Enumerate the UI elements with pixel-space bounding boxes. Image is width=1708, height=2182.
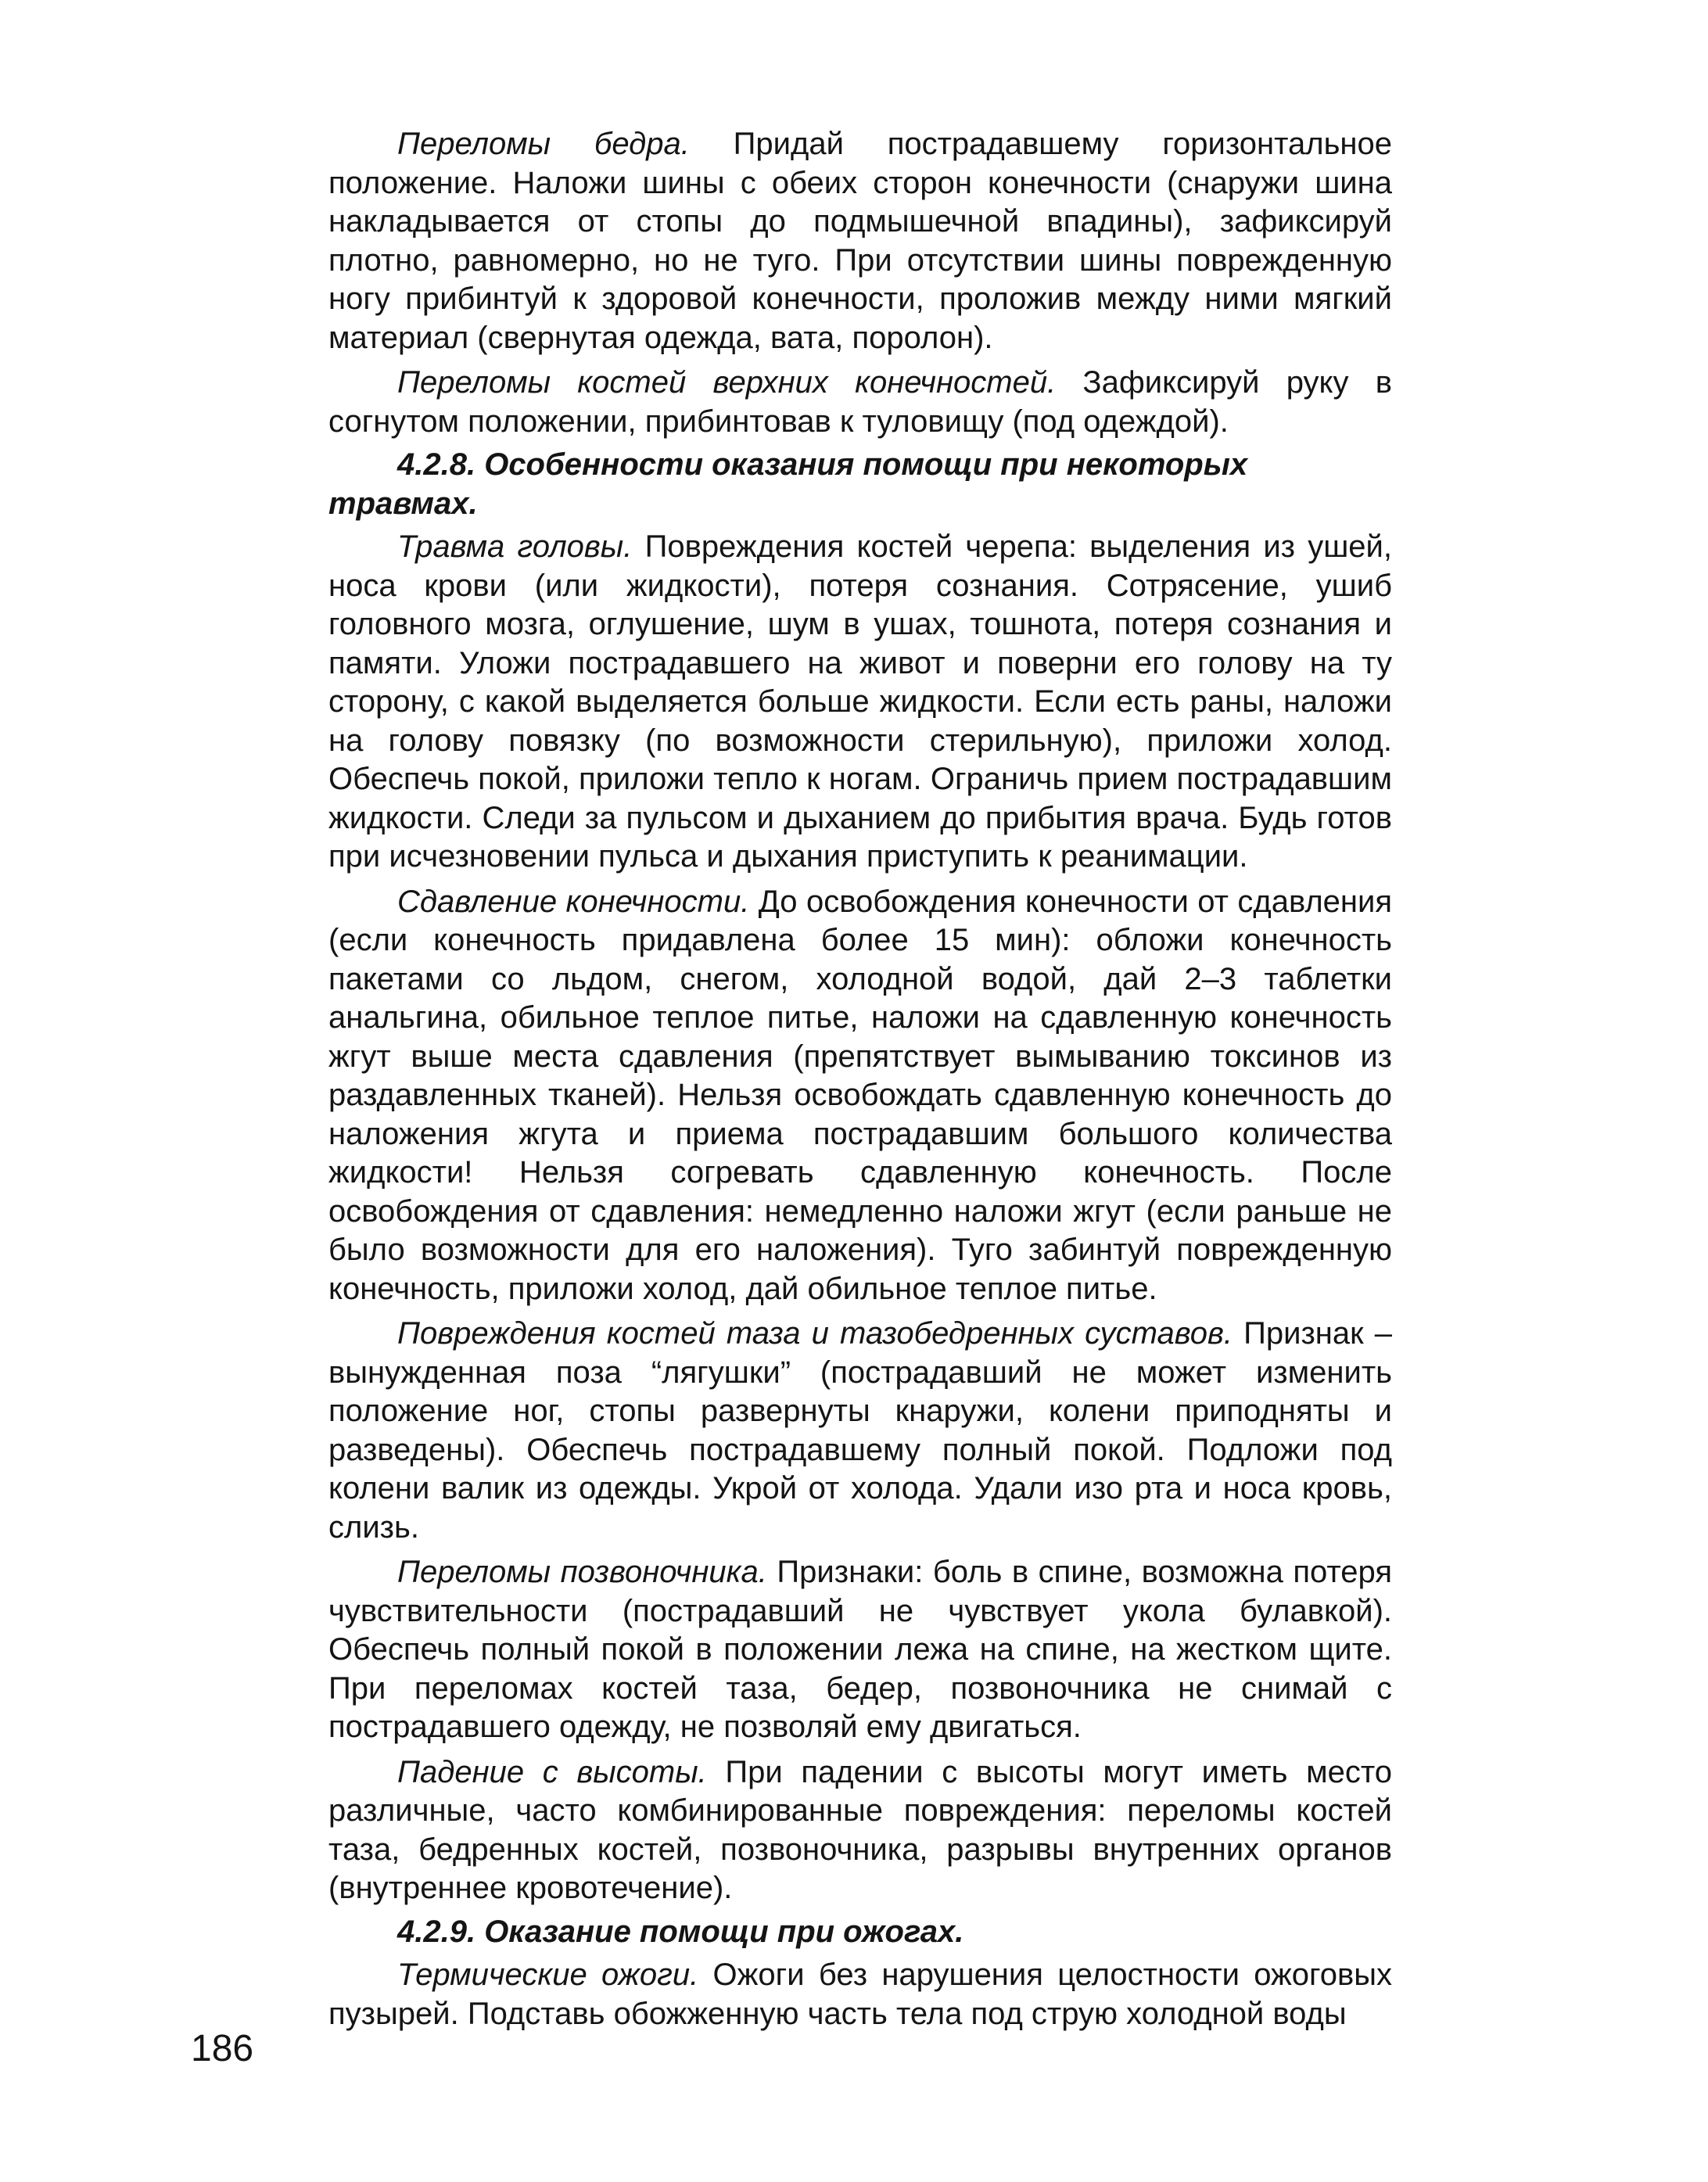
paragraph-lead: Повреждения костей таза и тазобедренных суставов. (397, 1316, 1233, 1351)
paragraph-text: Придай пострадавшему горизонтальное положение. Наложи шины с обеих сторон конечности (снаружи шина накладывается от стопы до подмышечной впадины), зафиксируй плотно, равномерно, но не туго. При отсутствии шины поврежденную ногу прибинтуй к здоровой конечности, проложив между ними мягкий материал (свернутая одежда, вата, поролон). (328, 127, 1392, 355)
body-text (328, 125, 1392, 2040)
section-heading-4-2-9: 4.2.9. Оказание помощи при ожогах. (397, 1914, 964, 1949)
paragraph-lead: Переломы бедра. (397, 127, 690, 161)
paragraph-lead: Переломы позвоночника. (397, 1555, 767, 1589)
paragraph-upper-limb-fractures (328, 364, 1392, 441)
paragraph-text: Повреждения костей черепа: выделения из ушей, носа крови (или жидкости), потеря сознания. Сотрясение, ушиб головного мозга, оглушение, шум в ушах, тошнота, потеря сознания и памяти. Уложи пострадавшего на живот и поверни его голову на ту сторону, с какой выделяется больше жидкости. Если есть раны, наложи на голову повязку (по возможности стерильную), приложи холод. Обеспечь покой, приложи тепло к ногам. Ограничь прием пострадавшим жидкости. Следи за пульсом и дыханием до прибытия врача. Будь готов при исчезновении пульса и дыхания приступить к реанимации. (328, 529, 1392, 874)
paragraph-fall-from-height (328, 1753, 1392, 1908)
paragraph-text: Зафиксируй руку в согнутом положении, прибинтовав к туловищу (под одеждой). (328, 365, 1393, 439)
section-heading-4-2-8: 4.2.8. Особенности оказания помощи при некоторых травмах. (328, 447, 1248, 521)
paragraph-lead: Падение с высоты. (397, 1754, 707, 1789)
paragraph-limb-compression (328, 883, 1392, 1309)
page-number: 186 (191, 2028, 254, 2069)
paragraph-text: При падении с высоты могут иметь место различные, часто комбинированные повреждения: переломы костей таза, бедренных костей, позвоночника, разрывы внутренних органов (внутреннее кровотечение). (328, 1754, 1392, 1905)
paragraph-femur-fractures (328, 125, 1392, 357)
paragraph-head-injury (328, 528, 1392, 877)
paragraph-text: Признаки: боль в спине, возможна потеря чувствительности (пострадавший не чувствует укола булавкой). Обеспечь полный покой в положении лежа на спине, на жестком щите. При переломах костей таза, бедер, позвоночника не снимай с пострадавшего одежду, не позволяй ему двигаться. (328, 1555, 1393, 1744)
paragraph-lead: Термические ожоги. (397, 1958, 699, 1992)
paragraph-text: Ожоги без нарушения целостности ожоговых пузырей. Подставь обожженную часть тела под струю холодной воды (328, 1958, 1392, 2031)
paragraph-thermal-burns (328, 1956, 1392, 2033)
paragraph-pelvis-injury (328, 1315, 1392, 1547)
paragraph-spine-fractures (328, 1553, 1392, 1747)
paragraph-lead: Переломы костей верхних конечностей. (397, 365, 1057, 400)
paragraph-lead: Сдавление конечности. (397, 884, 750, 919)
paragraph-text: До освобождения конечности от сдавления (если конечность придавлена более 15 мин): обложи конечность пакетами со льдом, снегом, холодной водой, дай 2–3 таблетки анальгина, обильное теплое питье, наложи на сдавленную конечность жгут выше места сдавления (препятствует вымыванию токсинов из раздавленных тканей). Нельзя освобождать сдавленную конечность до наложения жгута и приема пострадавшим большого количества жидкости! Нельзя согревать сдавленную конечность. После освобождения от сдавления: немедленно наложи жгут (если раньше не было возможности для его наложения). Туго забинтуй поврежденную конечность, приложи холод, дай обильное теплое питье. (328, 884, 1392, 1306)
paragraph-text: Признак – вынужденная поза “лягушки” (пострадавший не может изменить положение ног, стопы развернуты кнаружи, колени приподняты и разведены). Обеспечь пострадавшему полный покой. Подложи под колени валик из одежды. Укрой от холода. Удали изо рта и носа кровь, слизь. (328, 1316, 1392, 1545)
paragraph-lead: Травма головы. (397, 529, 633, 564)
